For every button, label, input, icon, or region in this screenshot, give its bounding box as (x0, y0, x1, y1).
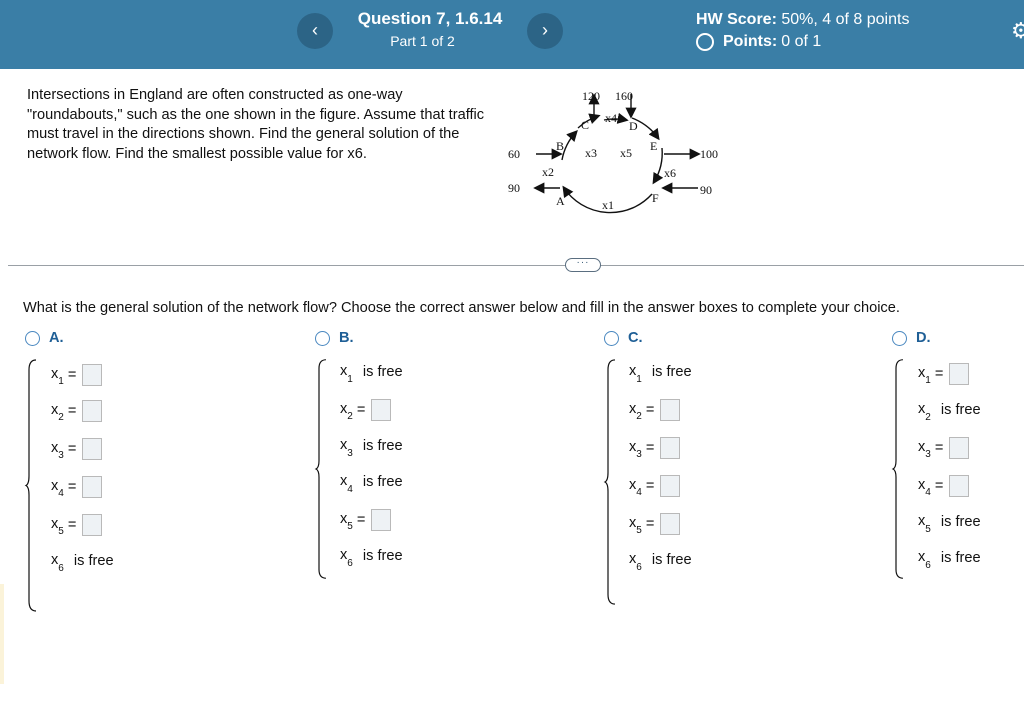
brace-a (25, 358, 37, 613)
node-c: C (581, 118, 590, 132)
b-x5-input[interactable] (371, 509, 391, 531)
a-row-x4: $x_4$ = (51, 476, 102, 498)
edge-x1: x1 (602, 198, 614, 212)
a-row-x1: $x_1$ = (51, 364, 102, 386)
a-x1-input[interactable] (82, 364, 102, 386)
points-circle-icon (696, 33, 714, 51)
c-row-x1: $x_1$ is free (629, 363, 692, 385)
option-a-label[interactable] (25, 330, 64, 346)
option-c-letter: C. (628, 330, 643, 346)
c-x2-input[interactable] (660, 399, 680, 421)
d-row-x3: $x_3$ = (918, 437, 969, 459)
b-row-x1: $x_1$ is free (340, 363, 403, 385)
question-text: Intersections in England are often constructed as one-way "roundabouts," such as the one shown in the figure. Assume that traffic must travel in the directions shown. Find the general solution of the network flow. Find the smallest possible value for x6. (27, 87, 485, 162)
roundabout-diagram (498, 82, 738, 232)
hw-score-label: HW Score: (696, 11, 777, 28)
section-divider (8, 265, 1024, 266)
brace-d (892, 358, 904, 580)
d-row-x2: $x_2$ is free (918, 401, 981, 423)
c-row-x6: $x_6$ is free (629, 551, 692, 573)
c-row-x4: $x_4$ = (629, 475, 680, 497)
label-100: 100 (700, 147, 718, 161)
c-x5-input[interactable] (660, 513, 680, 535)
option-a-letter: A. (49, 330, 64, 346)
edge-x6: x6 (664, 166, 676, 180)
d-x1-input[interactable] (949, 363, 969, 385)
option-b-letter: B. (339, 330, 354, 346)
a-row-x3: $x_3$ = (51, 438, 102, 460)
c-x3-input[interactable] (660, 437, 680, 459)
c-row-x2: $x_2$ = (629, 399, 680, 421)
a-row-x6: $x_6$ is free (51, 552, 114, 574)
option-d-letter: D. (916, 330, 931, 346)
question-part: Part 1 of 2 (390, 33, 455, 49)
chevron-left-icon[interactable]: ‹ (297, 13, 333, 49)
edge-x3: x3 (585, 146, 597, 160)
edge-x4: x4 (605, 111, 617, 125)
b-row-x2: $x_2$ = (340, 399, 391, 421)
a-x3-input[interactable] (82, 438, 102, 460)
edge-x5: x5 (620, 146, 632, 160)
points-value: 0 of 1 (781, 33, 822, 50)
chevron-right-icon[interactable]: › (527, 13, 563, 49)
node-d: D (629, 119, 638, 133)
radio-d[interactable] (892, 331, 907, 346)
a-row-x2: $x_2$ = (51, 400, 102, 422)
d-row-x5: $x_5$ is free (918, 513, 981, 535)
question-title: Question 7, 1.6.14 (357, 9, 503, 28)
prompt-text: What is the general solution of the network flow? Choose the correct answer below and fill in the answer boxes to complete your choice. (23, 300, 900, 316)
radio-b[interactable] (315, 331, 330, 346)
d-row-x6: $x_6$ is free (918, 549, 981, 571)
edge-x2-arc (562, 132, 576, 160)
gear-icon[interactable]: ⚙ (1011, 18, 1031, 43)
d-x4-input[interactable] (949, 475, 969, 497)
node-a: A (556, 194, 565, 208)
label-90-left: 90 (508, 181, 520, 195)
roundabout-figure (498, 82, 738, 232)
points-label: Points: (723, 33, 778, 50)
b-x2-input[interactable] (371, 399, 391, 421)
node-f: F (652, 191, 659, 205)
b-row-x6: $x_6$ is free (340, 547, 403, 569)
brace-c (604, 358, 616, 606)
b-row-x4: $x_4$ is free (340, 473, 403, 495)
option-b-label[interactable] (315, 330, 354, 346)
d-row-x1: $x_1$ = (918, 363, 969, 385)
radio-c[interactable] (604, 331, 619, 346)
option-c[interactable] (604, 330, 692, 573)
edge-x6-arc (654, 148, 662, 182)
option-d-label[interactable] (892, 330, 931, 346)
b-row-x5: $x_5$ = (340, 509, 391, 531)
hw-score (696, 11, 909, 29)
edge-x2: x2 (542, 165, 554, 179)
option-c-label[interactable] (604, 330, 643, 346)
d-x3-input[interactable] (949, 437, 969, 459)
more-button[interactable]: ··· (565, 258, 601, 272)
label-60: 60 (508, 147, 520, 161)
d-row-x4: $x_4$ = (918, 475, 969, 497)
top-header (0, 0, 1031, 69)
node-e: E (650, 139, 658, 153)
a-x2-input[interactable] (82, 400, 102, 422)
c-x4-input[interactable] (660, 475, 680, 497)
label-90-right: 90 (700, 183, 712, 197)
label-120: 120 (582, 89, 600, 103)
a-x4-input[interactable] (82, 476, 102, 498)
a-x5-input[interactable] (82, 514, 102, 536)
c-row-x5: $x_5$ = (629, 513, 680, 535)
hw-score-value: 50%, 4 of 8 points (781, 11, 910, 28)
a-row-x5: $x_5$ = (51, 514, 102, 536)
radio-a[interactable] (25, 331, 40, 346)
b-row-x3: $x_3$ is free (340, 437, 403, 459)
option-b[interactable] (315, 330, 403, 569)
label-160: 160 (615, 89, 633, 103)
option-a[interactable] (25, 330, 114, 574)
brace-b (315, 358, 327, 580)
side-strip (0, 584, 4, 684)
option-d[interactable] (892, 330, 981, 571)
points (696, 33, 821, 51)
node-b: B (556, 139, 565, 153)
c-row-x3: $x_3$ = (629, 437, 680, 459)
